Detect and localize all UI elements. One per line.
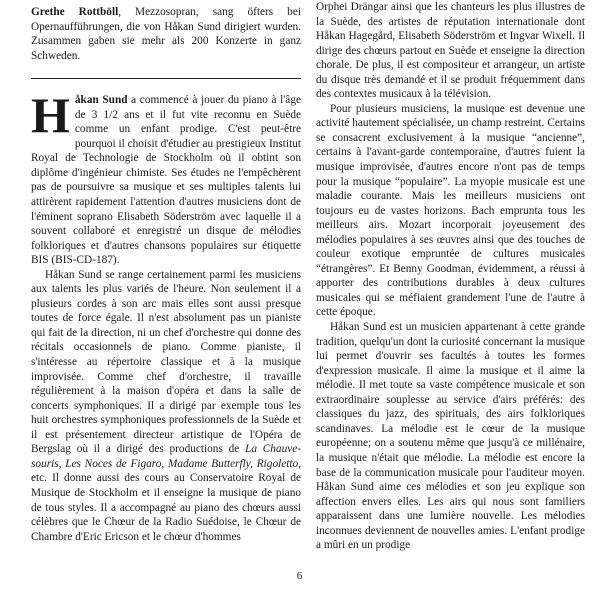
article-paragraph-1 [31, 87, 301, 268]
paragraph-1-text: a commencé à jouer du piano à l'âge de 3 1/2 ans et il fut vite reconnu en Suède comme un enfant prodige. C'est peut-être pourquoi il choisit d'étudier au prestigieux Institut Royal de Technologie de Stockholm où il obtint son diplôme d'ingénieur chimiste. Ses études ne l'empêchèrent pas de poursuivre sa musique et ses multiples talents lui attirèrent rapidement l'attention d'autres musiciens dont de l'éminent soprano Elisabeth Söderström avec laquelle il a souvent collaboré et enregistré un disque de mélodies folkloriques et d'autres chansons populaires sur étiquette BIS (BIS-CD-187). [31, 94, 301, 267]
intro-note [31, 0, 301, 63]
left-column [31, 0, 301, 544]
right-column [316, 0, 585, 553]
paragraph-2-text: Håkan Sund se range certainement parmi les musiciens aux talents les plus variés de l'heure. Non seulement il a plusieurs cordes à son arc mais elles sont aussi presque toutes de force égale. Il n'est absolument pas un pianiste qui fait de la direction, ni un chef d'orchestre qui donne des récitals occasionnels de piano. Comme pianiste, il s'intéresse au répertoire classique et à la musique improvisée. Comme chef d'orchestre, il travaille régulièrement à la maison d'opéra et dans la salle de concerts symphoniques. Il a dirigé par exemple tous les huit orchestres symphoniques professionnels de la Suède et il est présentement directeur artistique de l'Opéra de Bergslag où il a dirigé des productions de [31, 268, 301, 456]
paragraph-2-tail [316, 0, 585, 102]
article-paragraph-3: Pour plusieurs musiciens, la musique est devenue une activité hautement spécialisée, un champ restreint. Certains se consacrent exclusivement à la musique “ancienne”, certains à l'avant-garde contemporaine, d'autres fuient la musique improvisée, d'autres encore n'ont pas de temps pour la musique “populaire”. La myopie musicale est une maladie courante. Mais les meilleurs musiciens ont toujours eu de vastes horizons. Bach emprunta tous les meilleurs airs. Mozart incorporait joyeusement des mélodies populaires à ses œuvres ainsi que des touches de couleur exotique empruntée de cultures musicales “étrangères”. Et Benny Goodman, évidemment, a réussi à apporter des contributions durables à deux cultures musicales qui se méfiaient grandement l'une de l'autre à cette époque. [316, 102, 585, 319]
intro-name: Grethe Rottböll [31, 6, 119, 18]
paragraph-2-continued: , etc. Il donne aussi des cours au Conservatoire Royal de Musique de Stockholm et il enseigne la musique de piano de tous styles. Il a accompagné au piano des chœurs aussi célèbres que le Chœur de la Radio Suédoise, le Chœur de Chambre d'Eric Ericson et le chœur d'hommes [31, 457, 301, 543]
page-number: 6 [296, 570, 303, 582]
paragraph-2-tail-text: Orphei Drängar ainsi que les chanteurs les plus illustres de la Suède, des artistes de réputation internationale dont Håkan Hagegård, Elisabeth Söderström et Ingvar Wixell. Il dirige des chœurs partout en Suède et enseigne la direction chorale. De plus, il est compositeur et arrangeur, un artiste du disque très demandé et il se produit fréquemment dans des contextes musicaux à la télévision. [316, 1, 585, 101]
lead-name: åkan Sund [74, 94, 128, 107]
drop-cap: H [31, 87, 70, 144]
section-divider [31, 78, 301, 79]
intro-text: , Mezzosopran, sang öfters bei Opernaufführungen, die von Håkan Sund dirigiert wurden. Zusammen gaben sie mehr als 200 Konzerte in ganz Schweden. [31, 6, 301, 62]
article-paragraph-2 [31, 268, 301, 544]
article-paragraph-4: Håkan Sund est un musicien appartenant à cette grande tradition, quelqu'un dont la curiosité concernant la musique lui permet d'ouvrir ses facultés à toutes les formes d'expression musicale. Il aime la musique et il aime la mélodie. Il met toute sa vaste compétence musicale et son extraordinaire souplesse au service d'airs préférés: des classiques du jazz, des spirituals, des airs folkloriques scandinaves. La mélodie est le cœur de la musique européenne; on a soutenu même que jusqu'à ce millénaire, la musique n'était que mélodie. La mélodie est encore la base de la communication musicale pour l'auditeur moyen. Håkan Sund aime ces mélodies et son jeu explique son affection envers elles. Les airs qui nous sont familiers apparaissent dans une lumière nouvelle. Les mélodies inconnues deviennent de nouvelles amies. L'enfant prodige a mûri en un prodige [316, 321, 585, 552]
opera-works: La Chauve-souris, Les Noces de Figaro, Madame Butterfly, Rigoletto [31, 443, 302, 470]
